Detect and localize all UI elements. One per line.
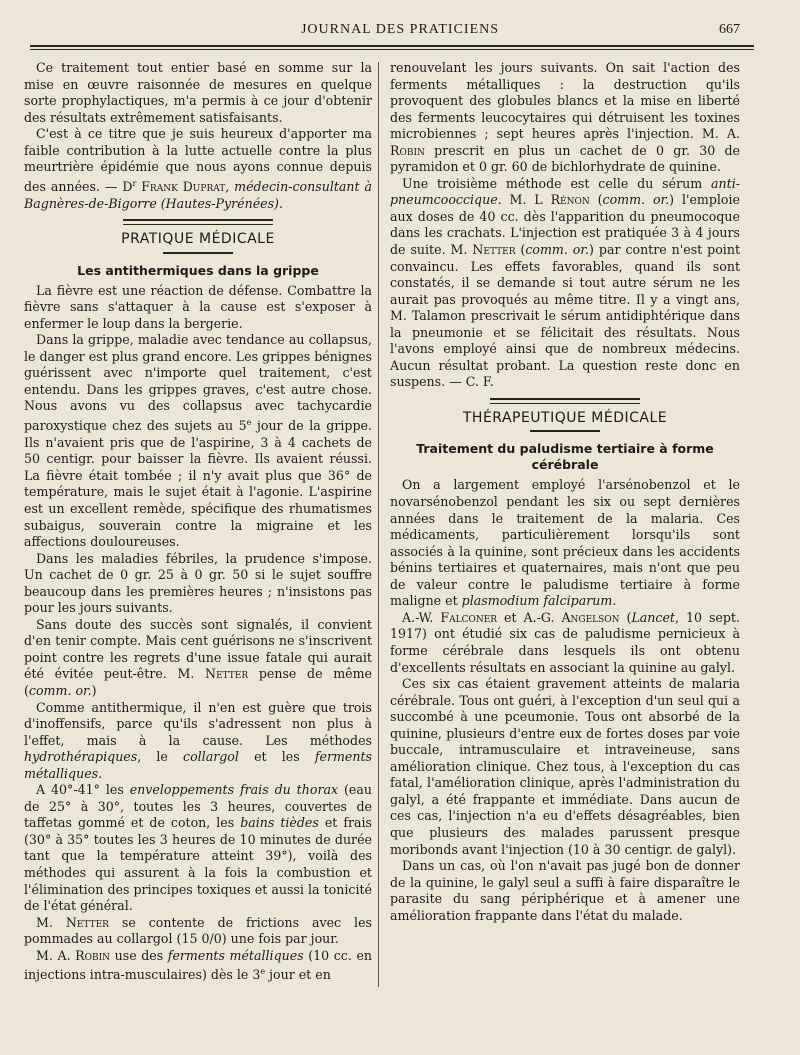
paragraph: Dans les maladies fébriles, la prudence s'impose. Un cachet de 0 gr. 25 à 0 gr. 50 si le sujet souffre beaucoup dans les premières heures ; n'insistons pas pour les jours suivants. xyxy=(24,550,372,616)
article-title: Les antithermiques dans la grippe xyxy=(77,262,319,278)
left-column xyxy=(24,60,372,984)
section-rule-short xyxy=(163,252,233,257)
right-column xyxy=(390,60,740,924)
section-heading: THÉRAPEUTIQUE MÉDICALE xyxy=(462,409,668,426)
paragraph: Dans la grippe, maladie avec tendance au collapsus, le danger est plus grand encore. Les grippes bénignes guérissent avec n'importe quel traitement, c'est entendu. Dans les grippes graves, c'est autre chose. Nous avons vu des collapsus avec tachycardie paroxystique chez des sujets au 5e jour de la grippe. Ils n'avaient pris que de l'aspirine, 3 à 4 cachets de 50 centigr. pour baisser la fièvre. Ils avaient réussi. La fièvre était tombée ; il n'y avait plus que 36° de température, mais le sujet était à l'agonie. L'aspirine est un excellent remède, spécifique des rhumatismes subaigus, souverain contre la migraine et les affections douloureuses. xyxy=(24,332,372,550)
paragraph: M. A. Robin use des ferments métalliques (10 cc. en injections intra-musculaires) dès le 3e jour et en xyxy=(24,947,373,983)
paragraph: Ces six cas étaient gravement atteints de malaria cérébrale. Tous ont guéri, à l'exception d'un seul qui a succombé à une pceumonie. Tous ont absorbé de la quinine, plusieurs d'entre eux de fortes doses par voie buccale, intramusculaire et intraveineuse, sans amélioration clinique. Chez tous, à l'exception du cas fatal, l'amélioration clinique, après l'administration du galyl, a été frappante et immédiate. Dans aucun de ces cas, l'injection n'a eu d'effets désagréables, bien que plusieurs des malades parussent presque moribonds avant l'injection (10 à 30 centigr. de galyl). xyxy=(390,676,740,857)
article-title: Traitement du paludisme tertiaire à forme cérébrale xyxy=(416,441,714,473)
header-rule xyxy=(30,45,754,50)
paragraph: On a largement employé l'arsénobenzol et le novarsénobenzol pendant les six ou sept dernières années dans le traitement de la malaria. Ces médicaments, particulièrement lorsqu'ils sont associés à la quinine, sont précieux dans les accidents bénins tertiaires et quaternaires, mais n'ont que peu de valeur contre le paludisme tertiaire à forme maligne et plasmodium falciparum. xyxy=(390,477,740,609)
journal-title: JOURNAL DES PRATICIENS xyxy=(300,22,500,37)
column-divider xyxy=(378,62,379,987)
paragraph: Comme antithermique, il n'en est guère que trois d'inoffensifs, parce qu'ils s'adressent non plus à l'effet, mais à la cause. Les méthodes hydrothérapiques, le collargol et les ferments métalliques. xyxy=(24,699,372,781)
running-header xyxy=(30,22,770,42)
paragraph: Dans un cas, où l'on n'avait pas jugé bon de donner de la quinine, le galyl seul a suffi à faire disparaître le parasite du sang périphérique et à amener une amélioration frappante dans l'état du malade. xyxy=(390,858,740,923)
section-heading: PRATIQUE MÉDICALE xyxy=(121,231,275,248)
paragraph: Ce traitement tout entier basé en somme sur la mise en œuvre raisonnée de mesures en quelque sorte prophylactiques, m'a permis à ce jour d'obtenir des résultats extrêmement satisfaisants. xyxy=(24,60,372,125)
paragraph: La fièvre est une réaction de défense. Combattre la fièvre sans s'attaquer à la cause est s'exposer à enfermer le loup dans la bergerie. xyxy=(24,282,372,331)
section-rule xyxy=(490,398,640,404)
paragraph: Une troisième méthode est celle du sérum anti-pneumcooccique. M. L Rénon (comm. or.) l'emploie aux doses de 40 cc. dès l'apparition du pneumocoque dans les crachats. L'injection est pratiquée 3 à 4 jours de suite. M. Netter (comm. or.) par contre n'est point convaincu. Les effets favorables, quand ils sont constatés, il se demande si tout autre sérum ne les aurait pas provoqués au même titre. Il y a vingt ans, M. Talamon prescrivait le sérum antidiphtérique dans la pneumonie et se félicitait des résultats. Nous l'avons employé ainsi que de nombreux médecins. Aucun résultat probant. La question reste donc en suspens. — C. F. xyxy=(390,175,741,390)
author-name: Frank Duprat xyxy=(136,179,226,195)
paragraph: renouvelant les jours suivants. On sait l'action des ferments métalliques : la destruction qu'ils provoquent des globules blancs et la mise en liberté des ferments leucocytaires qui détruisent les toxines microbiennes ; sept heures après l'injection. M. A. Robin prescrit en plus un cachet de 0 gr. 30 de pyramidon et 0 gr. 60 de bichlorhydrate de quinine. xyxy=(390,60,740,175)
section-rule-short xyxy=(530,430,600,435)
paragraph-signature: C'est à ce titre que je suis heureux d'apporter ma faible contribution à la lutte actuelle contre la plus meurtrière épidémie que nous ayons connue depuis des années. — $D^r$ Frank Duprat, médecin-consultant à Bagnères-de-Bigorre (Hautes-Pyrénées). xyxy=(24,126,372,211)
paragraph: M. Netter se contente de frictions avec les pommades au collargol (15 0/0) une fois par jour. xyxy=(24,914,372,947)
page-number: 667 xyxy=(719,22,740,37)
section-rule xyxy=(123,219,273,225)
paragraph: A 40°-41° les enveloppements frais du thorax (eau de 25° à 30°, toutes les 3 heures, couvertes de taffetas gommé et de coton, les bains tièdes et frais (30° à 35° toutes les 3 heures de 10 minutes de durée tant que la température atteint 39°), voilà des méthodes qui assurent à la fois la combustion et l'élimination des principes toxiques et aussi la tonicité de l'état général. xyxy=(24,782,372,914)
paragraph: A.-W. Falconer et A.-G. Angelson (Lancet, 10 sept. 1917) ont étudié six cas de paludisme pernicieux à forme cérébrale dans lesquels ils ont obtenu d'excellents résultats en associant la quinine au galyl. xyxy=(390,609,740,675)
paragraph: Sans doute des succès sont signalés, il convient d'en tenir compte. Mais cent guérisons ne s'inscrivent point contre les regrets d'une issue fatale qui aurait été évitée peut-être. M. Netter pense de même (comm. or.) xyxy=(24,616,373,698)
